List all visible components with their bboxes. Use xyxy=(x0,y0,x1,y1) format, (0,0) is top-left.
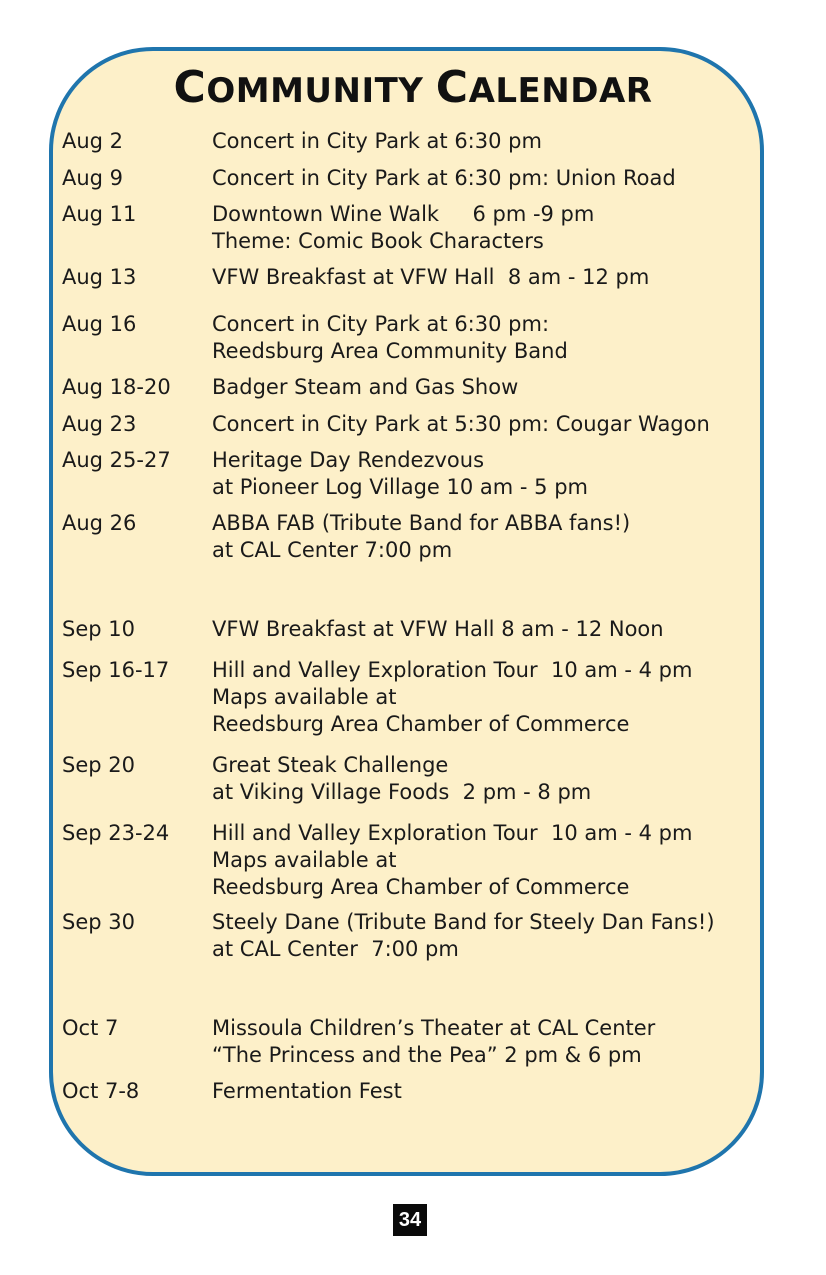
event-line: Reedsburg Area Community Band xyxy=(212,339,568,363)
event-description xyxy=(212,165,676,192)
event-description xyxy=(212,411,710,438)
event-line: “The Princess and the Pea” 2 pm & 6 pm xyxy=(212,1043,642,1067)
event-line: at Viking Village Foods 2 pm - 8 pm xyxy=(212,780,592,804)
page-title xyxy=(0,62,826,113)
event-line: Maps available at xyxy=(212,848,397,872)
event-line: ABBA FAB (Tribute Band for ABBA fans!) xyxy=(212,511,631,535)
event-date: Sep 16-17 xyxy=(62,658,170,682)
event-description xyxy=(212,311,568,365)
event-date: Sep 30 xyxy=(62,910,135,934)
event-description xyxy=(212,909,715,963)
event-line: Heritage Day Rendezvous xyxy=(212,448,485,472)
event-line: Reedsburg Area Chamber of Commerce xyxy=(212,712,630,736)
event-line: Missoula Children’s Theater at CAL Center xyxy=(212,1016,656,1040)
event-line: at CAL Center 7:00 pm xyxy=(212,538,453,562)
event-date: Aug 16 xyxy=(62,312,137,336)
event-date: Aug 9 xyxy=(62,166,124,190)
event-description xyxy=(212,510,630,564)
event-line: Concert in City Park at 6:30 pm: xyxy=(212,312,550,336)
event-date: Oct 7-8 xyxy=(62,1079,140,1103)
event-description xyxy=(212,264,649,291)
event-date: Oct 7 xyxy=(62,1016,119,1040)
event-line: at Pioneer Log Village 10 am - 5 pm xyxy=(212,475,588,499)
event-description xyxy=(212,201,594,255)
event-description xyxy=(212,374,518,401)
event-line: VFW Breakfast at VFW Hall 8 am - 12 pm xyxy=(212,265,650,289)
event-line: Fermentation Fest xyxy=(212,1079,402,1103)
event-description xyxy=(212,820,692,901)
event-date: Aug 26 xyxy=(62,511,137,535)
event-line: Hill and Valley Exploration Tour 10 am - 4 pm xyxy=(212,658,693,682)
event-description xyxy=(212,1015,655,1069)
event-line: Reedsburg Area Chamber of Commerce xyxy=(212,875,630,899)
event-description xyxy=(212,447,588,501)
title-word-2: ALENDAR xyxy=(468,71,653,111)
event-date: Sep 23-24 xyxy=(62,821,170,845)
event-line: at CAL Center 7:00 pm xyxy=(212,937,459,961)
event-description xyxy=(212,616,664,643)
page-number: 34 xyxy=(393,1204,427,1236)
event-date: Aug 2 xyxy=(62,129,124,153)
title-word-1: OMMUNITY xyxy=(206,71,424,111)
event-description xyxy=(212,128,542,155)
event-line: Badger Steam and Gas Show xyxy=(212,375,519,399)
event-line: VFW Breakfast at VFW Hall 8 am - 12 Noon xyxy=(212,617,664,641)
event-date: Aug 18-20 xyxy=(62,375,171,399)
event-line: Downtown Wine Walk 6 pm -9 pm xyxy=(212,202,595,226)
event-line: Great Steak Challenge xyxy=(212,753,449,777)
event-date: Aug 13 xyxy=(62,265,137,289)
event-date: Aug 23 xyxy=(62,412,137,436)
title-initial-2: C xyxy=(435,62,469,113)
event-line: Concert in City Park at 6:30 pm xyxy=(212,129,542,153)
event-date: Sep 10 xyxy=(62,617,135,641)
event-date: Aug 11 xyxy=(62,202,137,226)
event-line: Concert in City Park at 5:30 pm: Cougar Wagon xyxy=(212,412,710,436)
event-line: Concert in City Park at 6:30 pm: Union Road xyxy=(212,166,676,190)
event-line: Maps available at xyxy=(212,685,397,709)
event-date: Aug 25-27 xyxy=(62,448,171,472)
event-line: Hill and Valley Exploration Tour 10 am - 4 pm xyxy=(212,821,693,845)
event-description xyxy=(212,752,591,806)
event-line: Steely Dane (Tribute Band for Steely Dan Fans!) xyxy=(212,910,715,934)
event-date: Sep 20 xyxy=(62,753,135,777)
event-description xyxy=(212,657,692,738)
title-initial-1: C xyxy=(173,62,207,113)
event-description xyxy=(212,1078,402,1105)
event-line: Theme: Comic Book Characters xyxy=(212,229,544,253)
